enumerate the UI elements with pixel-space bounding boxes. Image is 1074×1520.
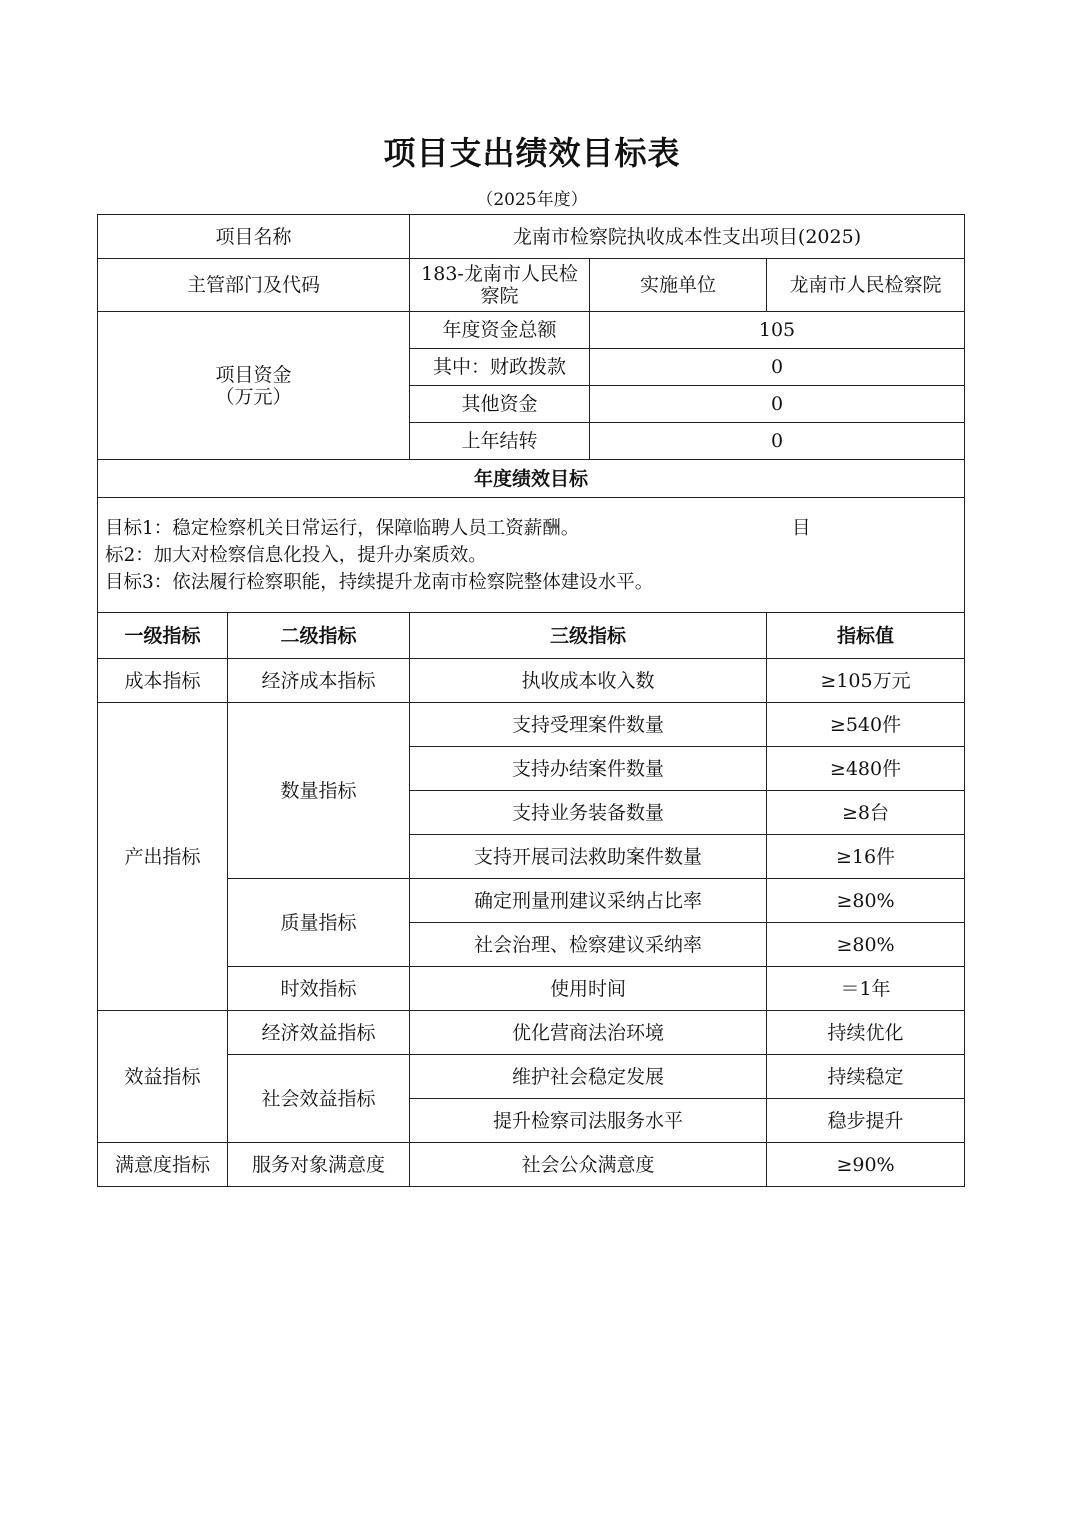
project-name-value: 龙南市检察院执收成本性支出项目(2025) — [410, 215, 965, 259]
fund-value: 0 — [590, 423, 965, 460]
level1-satisfaction: 满意度指标 — [98, 1143, 228, 1187]
indicator-row — [98, 659, 965, 703]
implementing-unit-value: 龙南市人民检察院 — [767, 259, 965, 312]
level1-benefit: 效益指标 — [98, 1011, 228, 1143]
fund-value: 0 — [590, 386, 965, 423]
indicator-value: ≥80% — [767, 879, 965, 923]
fund-label: 年度资金总额 — [410, 312, 590, 349]
level2-economic-cost: 经济成本指标 — [228, 659, 410, 703]
level2-quantity: 数量指标 — [228, 703, 410, 879]
page-title: 项目支出绩效目标表 — [383, 134, 681, 172]
level3-indicator: 执收成本收入数 — [410, 659, 767, 703]
department-row — [98, 259, 965, 312]
indicator-value: ≥480件 — [767, 747, 965, 791]
department-label: 主管部门及代码 — [98, 259, 410, 312]
indicator-row — [98, 1143, 965, 1187]
level2-social-benefit: 社会效益指标 — [228, 1055, 410, 1143]
level2-quality: 质量指标 — [228, 879, 410, 967]
indicator-value: ＝1年 — [767, 967, 965, 1011]
level3-indicator: 维护社会稳定发展 — [410, 1055, 767, 1099]
indicator-row — [98, 703, 965, 747]
goal-line: 目标1：稳定检察机关日常运行，保障临聘人员工资薪酬。 目 — [105, 517, 811, 539]
level3-indicator: 支持业务装备数量 — [410, 791, 767, 835]
implementing-unit-label: 实施单位 — [590, 259, 767, 312]
level3-indicator: 支持办结案件数量 — [410, 747, 767, 791]
goals-text — [98, 498, 965, 613]
indicator-value: ≥16件 — [767, 835, 965, 879]
annual-goals-header: 年度绩效目标 — [98, 460, 965, 498]
level3-indicator: 支持受理案件数量 — [410, 703, 767, 747]
header-value: 指标值 — [767, 613, 965, 659]
indicator-value: ≥540件 — [767, 703, 965, 747]
level3-indicator: 社会公众满意度 — [410, 1143, 767, 1187]
project-funds-label — [98, 312, 410, 460]
indicator-header-row — [98, 613, 965, 659]
level3-indicator: 确定刑量刑建议采纳占比率 — [410, 879, 767, 923]
level3-indicator: 提升检察司法服务水平 — [410, 1099, 767, 1143]
annual-goals-header-row — [98, 460, 965, 498]
goals-row — [98, 498, 965, 613]
funds-row — [98, 312, 965, 349]
fund-label: 其他资金 — [410, 386, 590, 423]
goal-line: 目标3：依法履行检察职能，持续提升龙南市检察院整体建设水平。 — [105, 571, 654, 593]
level1-cost: 成本指标 — [98, 659, 228, 703]
level3-indicator: 使用时间 — [410, 967, 767, 1011]
indicator-value: 持续稳定 — [767, 1055, 965, 1099]
indicator-value: ≥80% — [767, 923, 965, 967]
fund-label: 其中：财政拨款 — [410, 349, 590, 386]
indicator-row — [98, 1011, 965, 1055]
department-value: 183-龙南市人民检察院 — [410, 259, 590, 312]
indicator-row — [98, 967, 965, 1011]
header-level1: 一级指标 — [98, 613, 228, 659]
level2-service-satisfaction: 服务对象满意度 — [228, 1143, 410, 1187]
fund-value: 0 — [590, 349, 965, 386]
indicator-value: ≥105万元 — [767, 659, 965, 703]
level3-indicator: 优化营商法治环境 — [410, 1011, 767, 1055]
indicator-value: ≥90% — [767, 1143, 965, 1187]
indicator-row — [98, 1055, 965, 1099]
project-funds-label-line2: （万元） — [215, 385, 292, 408]
indicator-row — [98, 879, 965, 923]
fund-label: 上年结转 — [410, 423, 590, 460]
indicator-value: ≥8台 — [767, 791, 965, 835]
project-funds-label-line1: 项目资金 — [215, 363, 292, 386]
fund-value: 105 — [590, 312, 965, 349]
project-name-row — [98, 215, 965, 259]
indicator-value: 持续优化 — [767, 1011, 965, 1055]
level2-economic-benefit: 经济效益指标 — [228, 1011, 410, 1055]
level2-timeliness: 时效指标 — [228, 967, 410, 1011]
level3-indicator: 支持开展司法救助案件数量 — [410, 835, 767, 879]
level3-indicator: 社会治理、检察建议采纳率 — [410, 923, 767, 967]
page-subtitle: （2025年度） — [476, 190, 588, 210]
level1-output: 产出指标 — [98, 703, 228, 1011]
indicator-value: 稳步提升 — [767, 1099, 965, 1143]
goal-line: 标2：加大对检察信息化投入，提升办案质效。 — [105, 544, 487, 566]
performance-target-table — [97, 214, 965, 1187]
header-level2: 二级指标 — [228, 613, 410, 659]
header-level3: 三级指标 — [410, 613, 767, 659]
project-name-label: 项目名称 — [98, 215, 410, 259]
